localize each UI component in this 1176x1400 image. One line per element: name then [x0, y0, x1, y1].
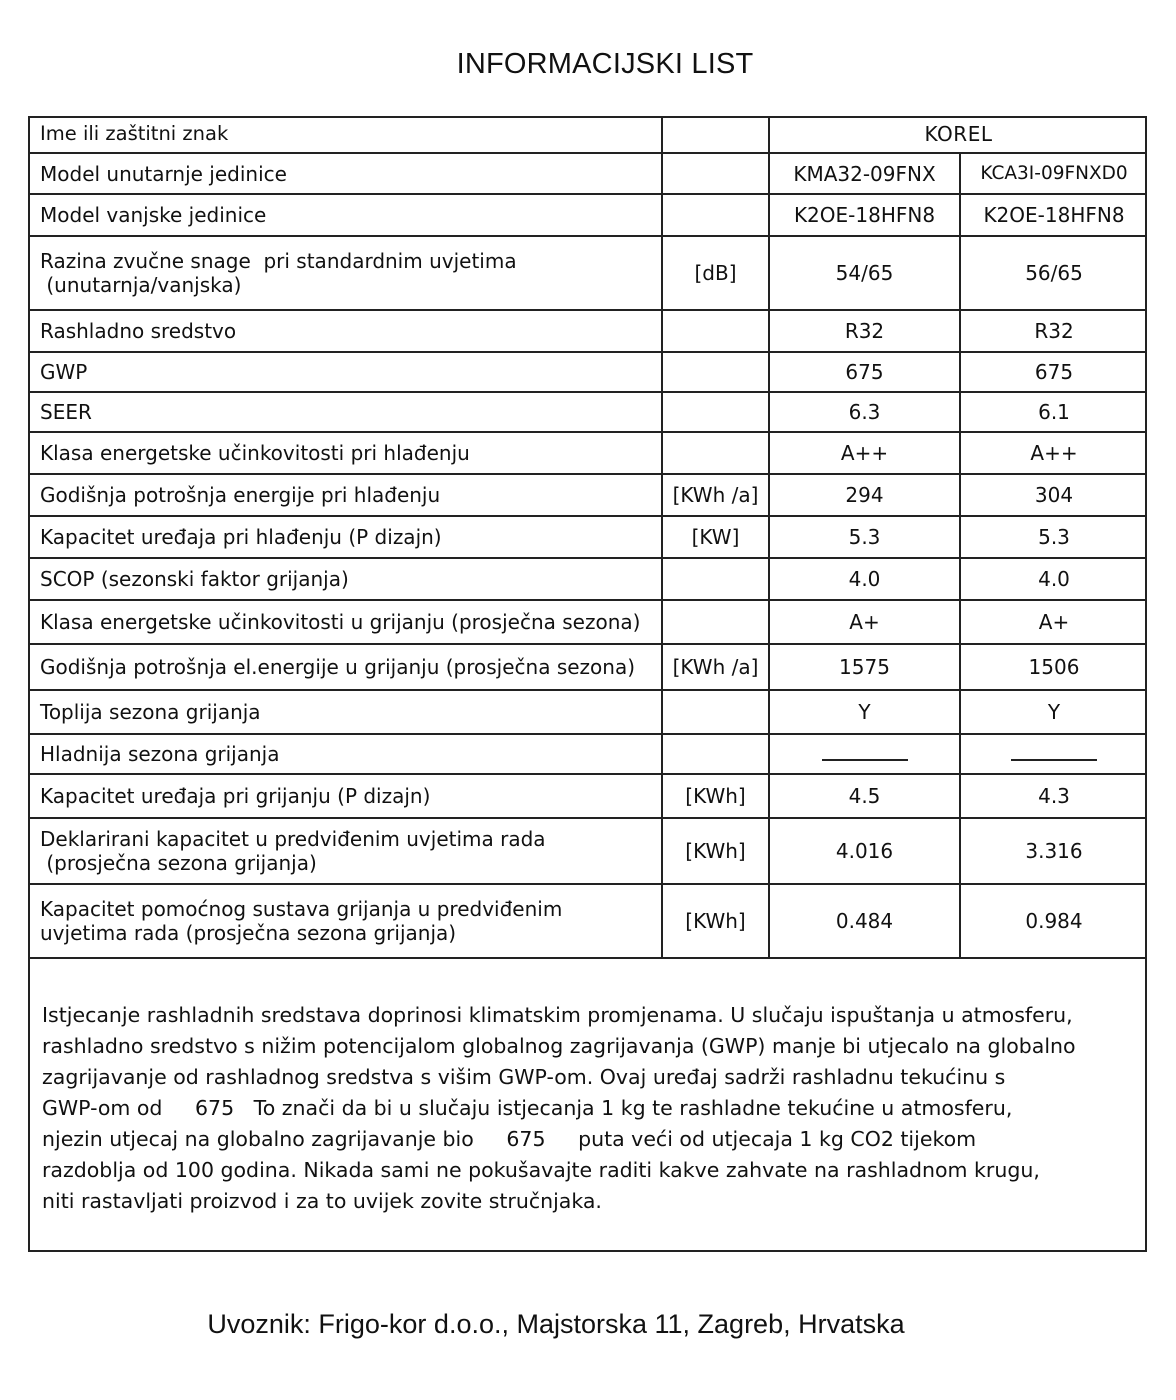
row-value: 5.3 — [769, 516, 960, 558]
row-value: 294 — [769, 474, 960, 516]
row-label: Klasa energetske učinkovitosti pri hlađenju — [28, 432, 662, 474]
row-unit: [KWh /a] — [662, 474, 769, 516]
row-value: 5.3 — [960, 516, 1147, 558]
row-label: Kapacitet uređaja pri hlađenju (P dizajn) — [28, 516, 662, 558]
outdoor-model-unit-cell — [662, 194, 769, 236]
table-row — [28, 310, 1147, 352]
notice-line: niti rastavljati proizvod i za to uvijek zovite stručnjaka. — [42, 1189, 602, 1213]
row-label: Hladnija sezona grijanja — [28, 734, 662, 774]
row-unit — [662, 392, 769, 432]
row-value: A++ — [769, 432, 960, 474]
row-value: A+ — [769, 600, 960, 644]
row-value: 6.3 — [769, 392, 960, 432]
row-label: Rashladno sredstvo — [28, 310, 662, 352]
table-row — [28, 734, 1147, 774]
row-label: Toplija sezona grijanja — [28, 690, 662, 734]
empty-value-dash — [769, 734, 960, 774]
row-value: 0.984 — [960, 884, 1147, 958]
brand-unit-cell — [662, 116, 769, 153]
row-value: 675 — [960, 352, 1147, 392]
indoor-model-2: KCA3I-09FNXD0 — [960, 153, 1147, 194]
row-value: 54/65 — [769, 236, 960, 310]
row-value: 0.484 — [769, 884, 960, 958]
row-unit: [KW] — [662, 516, 769, 558]
row-unit: [KWh] — [662, 884, 769, 958]
indoor-model-label: Model unutarnje jedinice — [28, 153, 662, 194]
spec-table — [28, 116, 1147, 959]
row-label: Klasa energetske učinkovitosti u grijanju (prosječna sezona) — [28, 600, 662, 644]
indoor-model-unit-cell — [662, 153, 769, 194]
row-value: 4.5 — [769, 774, 960, 818]
row-label: Razina zvučne snage pri standardnim uvjetima (unutarnja/vanjska) — [28, 236, 662, 310]
table-row — [28, 884, 1147, 958]
refrigerant-notice — [42, 1000, 1146, 1217]
row-value: 56/65 — [960, 236, 1147, 310]
row-unit — [662, 432, 769, 474]
notice-line: razdoblja od 100 godina. Nikada sami ne pokušavajte raditi kakve zahvate na rashladnom krugu, — [42, 1158, 1040, 1182]
table-row — [28, 774, 1147, 818]
brand-label: Ime ili zaštitni znak — [28, 116, 662, 153]
outdoor-model-2: K2OE-18HFN8 — [960, 194, 1147, 236]
notice-line: Istjecanje rashladnih sredstava doprinosi klimatskim promjenama. U slučaju ispuštanja u atmosferu, — [42, 1003, 1073, 1027]
row-label: GWP — [28, 352, 662, 392]
row-unit — [662, 734, 769, 774]
row-value: 4.0 — [769, 558, 960, 600]
row-label: Kapacitet pomoćnog sustava grijanja u predviđenim uvjetima rada (prosječna sezona grijanja) — [28, 884, 662, 958]
row-value: 1506 — [960, 644, 1147, 690]
row-value: A+ — [960, 600, 1147, 644]
table-row — [28, 352, 1147, 392]
row-unit: [KWh] — [662, 818, 769, 884]
row-value: 675 — [769, 352, 960, 392]
outdoor-model-label: Model vanjske jedinice — [28, 194, 662, 236]
table-row — [28, 474, 1147, 516]
row-unit — [662, 558, 769, 600]
row-unit: [KWh /a] — [662, 644, 769, 690]
row-unit: [dB] — [662, 236, 769, 310]
table-row — [28, 432, 1147, 474]
table-row — [28, 392, 1147, 432]
table-row — [28, 516, 1147, 558]
row-value: 1575 — [769, 644, 960, 690]
table-row — [28, 236, 1147, 310]
notice-line: GWP-om od 675 To znači da bi u slučaju istjecanja 1 kg te rashladne tekućine u atmosferu, — [42, 1096, 1013, 1120]
table-row — [28, 558, 1147, 600]
indoor-model-1: KMA32-09FNX — [769, 153, 960, 194]
dash-line — [822, 749, 908, 761]
document-title: INFORMACIJSKI LIST — [456, 48, 754, 80]
table-row-outdoor-model — [28, 194, 1147, 236]
row-value: Y — [960, 690, 1147, 734]
row-label: SCOP (sezonski faktor grijanja) — [28, 558, 662, 600]
row-label: Godišnja potrošnja el.energije u grijanju (prosječna sezona) — [28, 644, 662, 690]
row-value: Y — [769, 690, 960, 734]
table-row — [28, 818, 1147, 884]
brand-value: KOREL — [769, 116, 1147, 153]
notice-line: njezin utjecaj na globalno zagrijavanje bio 675 puta veći od utjecaja 1 kg CO2 tijekom — [42, 1127, 977, 1151]
row-label: SEER — [28, 392, 662, 432]
importer-footer: Uvoznik: Frigo-kor d.o.o., Majstorska 11, Zagreb, Hrvatska — [207, 1309, 905, 1339]
row-value: R32 — [960, 310, 1147, 352]
row-value: 6.1 — [960, 392, 1147, 432]
row-unit — [662, 310, 769, 352]
row-value: 3.316 — [960, 818, 1147, 884]
notice-line: zagrijavanje od rashladnog sredstva s višim GWP-om. Ovaj uređaj sadrži rashladnu tekućinu s — [42, 1065, 1006, 1089]
table-row-indoor-model — [28, 153, 1147, 194]
row-value: 304 — [960, 474, 1147, 516]
table-row — [28, 690, 1147, 734]
table-row — [28, 600, 1147, 644]
row-label: Godišnja potrošnja energije pri hlađenju — [28, 474, 662, 516]
row-value: R32 — [769, 310, 960, 352]
row-unit — [662, 600, 769, 644]
outdoor-model-1: K2OE-18HFN8 — [769, 194, 960, 236]
row-label: Deklarirani kapacitet u predviđenim uvjetima rada (prosječna sezona grijanja) — [28, 818, 662, 884]
row-value: A++ — [960, 432, 1147, 474]
empty-value-dash — [960, 734, 1147, 774]
table-row-brand — [28, 116, 1147, 153]
dash-line — [1011, 749, 1097, 761]
table-row — [28, 644, 1147, 690]
row-unit — [662, 690, 769, 734]
row-value: 4.3 — [960, 774, 1147, 818]
row-label: Kapacitet uređaja pri grijanju (P dizajn) — [28, 774, 662, 818]
notice-line: rashladno sredstvo s nižim potencijalom globalnog zagrijavanja (GWP) manje bi utjecalo na globalno — [42, 1034, 1076, 1058]
row-unit — [662, 352, 769, 392]
row-value: 4.016 — [769, 818, 960, 884]
row-value: 4.0 — [960, 558, 1147, 600]
row-unit: [KWh] — [662, 774, 769, 818]
